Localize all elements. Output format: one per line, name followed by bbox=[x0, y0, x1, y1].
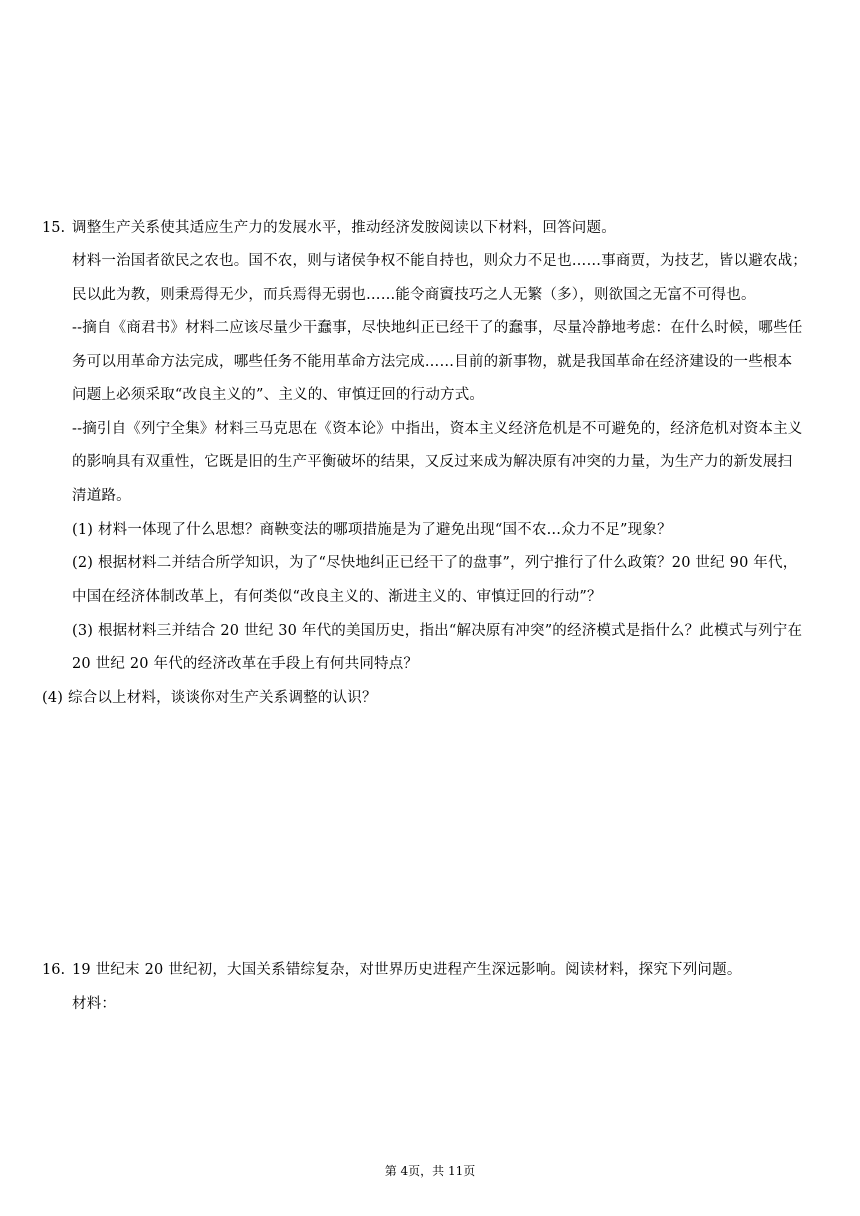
page-footer: 第 4页，共 11页 bbox=[384, 1164, 476, 1178]
material-2-line-2: 务可以用革命方法完成，哪些任务不能用革命方法完成……目前的新事物，就是我国革命在经济建设的一些根本 bbox=[72, 354, 793, 370]
material-2-line-1: --摘自《商君书》材料二应该尽量少干蠢事，尽快地纠正已经干了的蠢事，尽量冷静地考虑：在什么时候，哪些任 bbox=[72, 320, 803, 336]
question-15-title: 调整生产关系使其适应生产力的发展水平，推动经济发胺阅读以下材料，回答问题。 bbox=[72, 220, 616, 236]
material-3-line-3: 清道路。 bbox=[72, 488, 131, 504]
sub-question-2-line-2: 中国在经济体制改革上，有何类似“改良主义的、渐进主义的、审慎迂回的行动”？ bbox=[72, 589, 602, 605]
material-2-line-3: 问题上必须采取“改良主义的”、主义的、审慎迂回的行动方式。 bbox=[72, 387, 485, 403]
sub-question-4: (4) 综合以上材料，谈谈你对生产关系调整的认识？ bbox=[42, 690, 377, 706]
material-1-line-1: 材料一治国者欲民之农也。国不农，则与诸侯争权不能自持也，则众力不足也……事商贾，为技艺，皆以避农战； bbox=[72, 253, 807, 269]
sub-question-1: (1) 材料一体现了什么思想？商鞅变法的哪项措施是为了避免出现“国不农…众力不足”现象？ bbox=[72, 522, 672, 538]
material-3-line-2: 的影响具有双重性，它既是旧的生产平衡破坏的结果，又反过来成为解决原有冲突的力量，为生产力的新发展扫 bbox=[72, 454, 793, 470]
material-3-line-1: --摘引自《列宁全集》材料三马克思在《资本论》中指出，资本主义经济危机是不可避免的，经济危机对资本主义 bbox=[72, 421, 803, 437]
sub-question-3-line-1: (3) 根据材料三并结合 20 世纪 30 年代的美国历史，指出“解决原有冲突”的经济模式是指什么？此模式与列宁在 bbox=[72, 623, 803, 639]
question-16-material-label: 材料： bbox=[72, 996, 117, 1012]
sub-question-3-line-2: 20 世纪 20 年代的经济改革在手段上有何共同特点？ bbox=[72, 656, 419, 672]
sub-question-2-line-1: (2) 根据材料二并结合所学知识，为了“尽快地纠正已经干了的盘事”，列宁推行了什么政策？20 世纪 90 年代， bbox=[72, 555, 798, 571]
question-15-number: 15. bbox=[42, 220, 66, 236]
question-16-title: 19 世纪末 20 世纪初，大国关系错综复杂，对世界历史进程产生深远影响。阅读材料，探究下列问题。 bbox=[72, 962, 742, 978]
material-1-line-2: 民以此为教，则秉焉得无少，而兵焉得无弱也……能令商賨技巧之人无繁（多），则欲国之无富不可得也。 bbox=[72, 287, 756, 303]
question-16-number: 16. bbox=[42, 962, 66, 978]
